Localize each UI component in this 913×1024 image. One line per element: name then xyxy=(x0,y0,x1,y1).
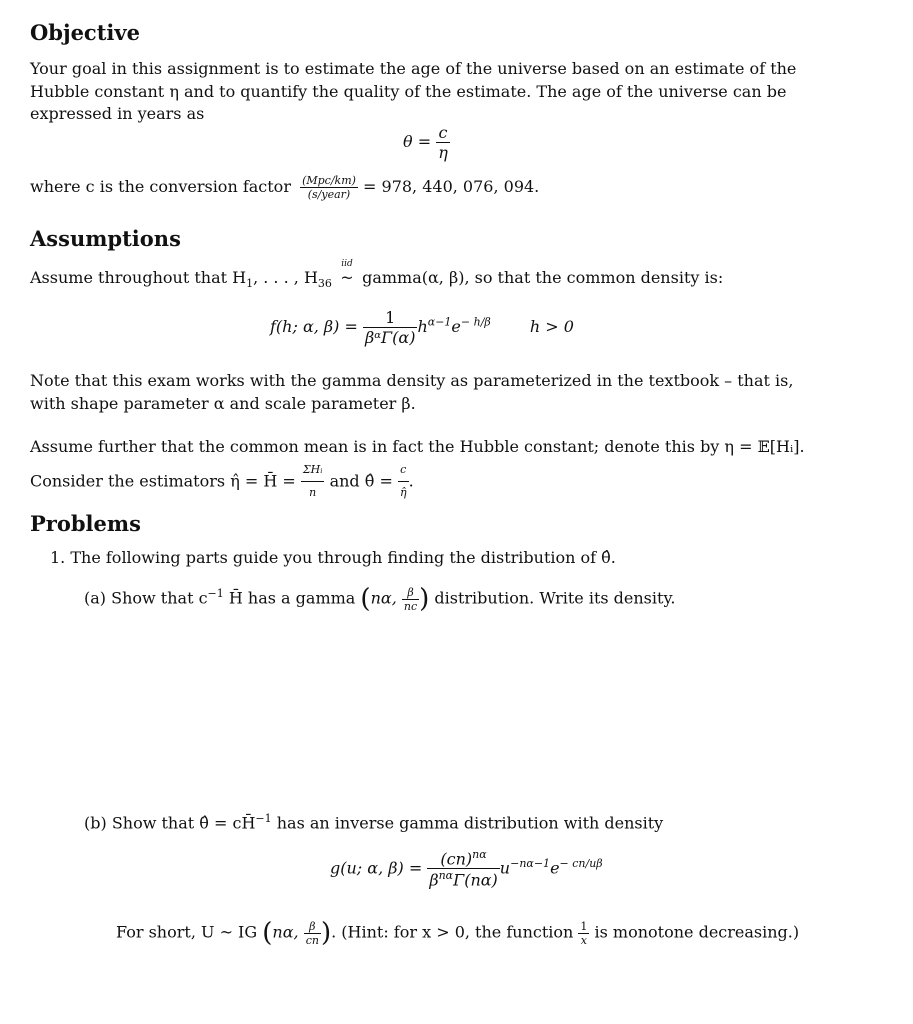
estimator-fraction xyxy=(301,459,325,505)
g-fraction xyxy=(427,848,499,890)
part-b-text-1: (b) Show that θ̂ = cH̄ xyxy=(84,813,256,833)
short-left-paren: ( xyxy=(262,918,273,948)
density-den: βᵅΓ(α) xyxy=(365,328,416,347)
problem-1a xyxy=(84,584,675,614)
short-notation-line xyxy=(116,918,799,948)
left-paren: ( xyxy=(360,584,371,614)
g-u: u xyxy=(499,858,511,878)
short-fraction xyxy=(304,920,321,947)
part-a-text-1: (a) Show that c xyxy=(84,588,208,608)
theta-hat-fraction xyxy=(398,459,409,505)
factor-den: (s/year) xyxy=(300,187,358,201)
sub-36: 36 xyxy=(317,277,332,291)
further-line-1: Assume further that the common mean is in fact the Hubble constant; denote this by η = 𝔼[Hᵢ]. xyxy=(30,437,805,456)
inverse-gamma-density xyxy=(330,848,603,890)
factor-value: = 978, 440, 076, 094. xyxy=(363,177,540,196)
g-num-base: (cn) xyxy=(440,849,473,869)
note-line-1: Note that this exam works with the gamma density as parameterized in the textbook – that is, xyxy=(30,371,794,390)
g-den-base: β xyxy=(429,870,439,890)
estimator-text-a: Consider the estimators η̂ = H̄ = xyxy=(30,471,296,490)
part-a-text-2: H̄ has a gamma xyxy=(228,588,356,608)
right-paren: ) xyxy=(419,584,430,614)
part-b-text-2: has an inverse gamma distribution with density xyxy=(276,813,664,833)
factor-fraction xyxy=(300,174,358,201)
assumptions-heading: Assumptions xyxy=(30,226,181,251)
short-pden: cn xyxy=(305,933,319,947)
density-e: e xyxy=(451,317,461,336)
age-eq-fraction xyxy=(436,123,450,162)
g-den xyxy=(427,868,499,889)
density-h: h xyxy=(417,317,428,336)
density-h-exp: α−1 xyxy=(427,315,452,329)
theta-hat-den: η̂ xyxy=(398,481,409,505)
short-right-paren: ) xyxy=(320,918,332,948)
iid-label: iid xyxy=(341,259,353,269)
age-eq-den: η xyxy=(438,143,448,162)
g-lhs: g(u; α, β) = xyxy=(330,858,423,878)
conversion-factor-line xyxy=(30,174,539,201)
short-text-a: For short, U ~ IG xyxy=(116,922,258,942)
sub-1: 1 xyxy=(246,277,254,291)
assumption-text-b: , . . . , H xyxy=(253,268,318,287)
density-fraction xyxy=(363,308,417,347)
hint-fraction xyxy=(578,920,589,947)
g-num xyxy=(427,848,499,868)
assumption-text-c: gamma(α, β), so that the common density is: xyxy=(362,268,724,287)
short-pnum: β xyxy=(309,919,316,933)
g-e: e xyxy=(550,858,560,878)
estimator-period: . xyxy=(408,471,414,490)
objective-line-2: Hubble constant η and to quantify the quality of the estimate. The age of the universe can be xyxy=(30,81,787,101)
factor-num: (Mpc/km) xyxy=(302,174,356,187)
problems-heading: Problems xyxy=(30,511,141,536)
g-u-sup: −nα−1 xyxy=(510,857,551,870)
short-param: nα, xyxy=(272,922,299,942)
gamma-density-equation xyxy=(270,308,574,347)
estimator-num: ΣHᵢ xyxy=(302,462,323,476)
hint-den: x xyxy=(578,933,589,947)
short-text-c: is monotone decreasing.) xyxy=(594,922,800,942)
g-den-rest: Γ(nα) xyxy=(453,870,498,890)
note-paragraph xyxy=(30,370,830,415)
density-e-exp: − h/β xyxy=(460,315,491,329)
density-num: 1 xyxy=(385,308,396,327)
tilde-symbol: ~ xyxy=(340,268,354,287)
part-b-sup: −1 xyxy=(255,812,272,825)
density-condition: h > 0 xyxy=(529,317,574,336)
estimator-text-b: and θ̂ = xyxy=(329,471,393,490)
further-line-2 xyxy=(30,459,830,505)
assumption-text-a: Assume throughout that H xyxy=(30,268,247,287)
g-e-sup: − cn/uβ xyxy=(559,857,603,870)
objective-heading: Objective xyxy=(30,20,140,45)
assumption-line xyxy=(30,259,724,291)
part-a-pnum: β xyxy=(407,585,414,599)
objective-paragraph xyxy=(30,58,830,126)
where-text: where c is the conversion factor xyxy=(30,177,291,196)
further-paragraph xyxy=(30,436,830,505)
problem-1: 1. The following parts guide you through finding the distribution of θ̂. xyxy=(50,548,616,567)
g-den-sup: nα xyxy=(438,869,454,883)
age-eq-num: c xyxy=(438,123,448,142)
short-text-b: . (Hint: for x > 0, the function xyxy=(331,922,574,942)
age-eq-lhs: θ = xyxy=(403,132,432,151)
part-a-sup: −1 xyxy=(207,587,224,601)
objective-line-1: Your goal in this assignment is to estimate the age of the universe based on an estimate of the xyxy=(30,59,797,78)
g-num-sup: nα xyxy=(472,848,487,861)
estimator-den: n xyxy=(301,481,325,505)
problem-1b xyxy=(84,812,663,832)
density-lhs: f(h; α, β) = xyxy=(270,317,358,336)
objective-line-3: expressed in years as xyxy=(30,104,205,123)
hint-num: 1 xyxy=(580,919,588,933)
theta-hat-num: c xyxy=(400,462,407,476)
age-equation xyxy=(403,123,450,162)
part-a-text-3: distribution. Write its density. xyxy=(434,588,676,608)
part-a-param: nα, xyxy=(370,588,397,608)
part-a-fraction xyxy=(402,586,419,613)
part-a-pden: nc xyxy=(403,599,418,613)
note-line-2: with shape parameter α and scale parameter β. xyxy=(30,393,416,413)
